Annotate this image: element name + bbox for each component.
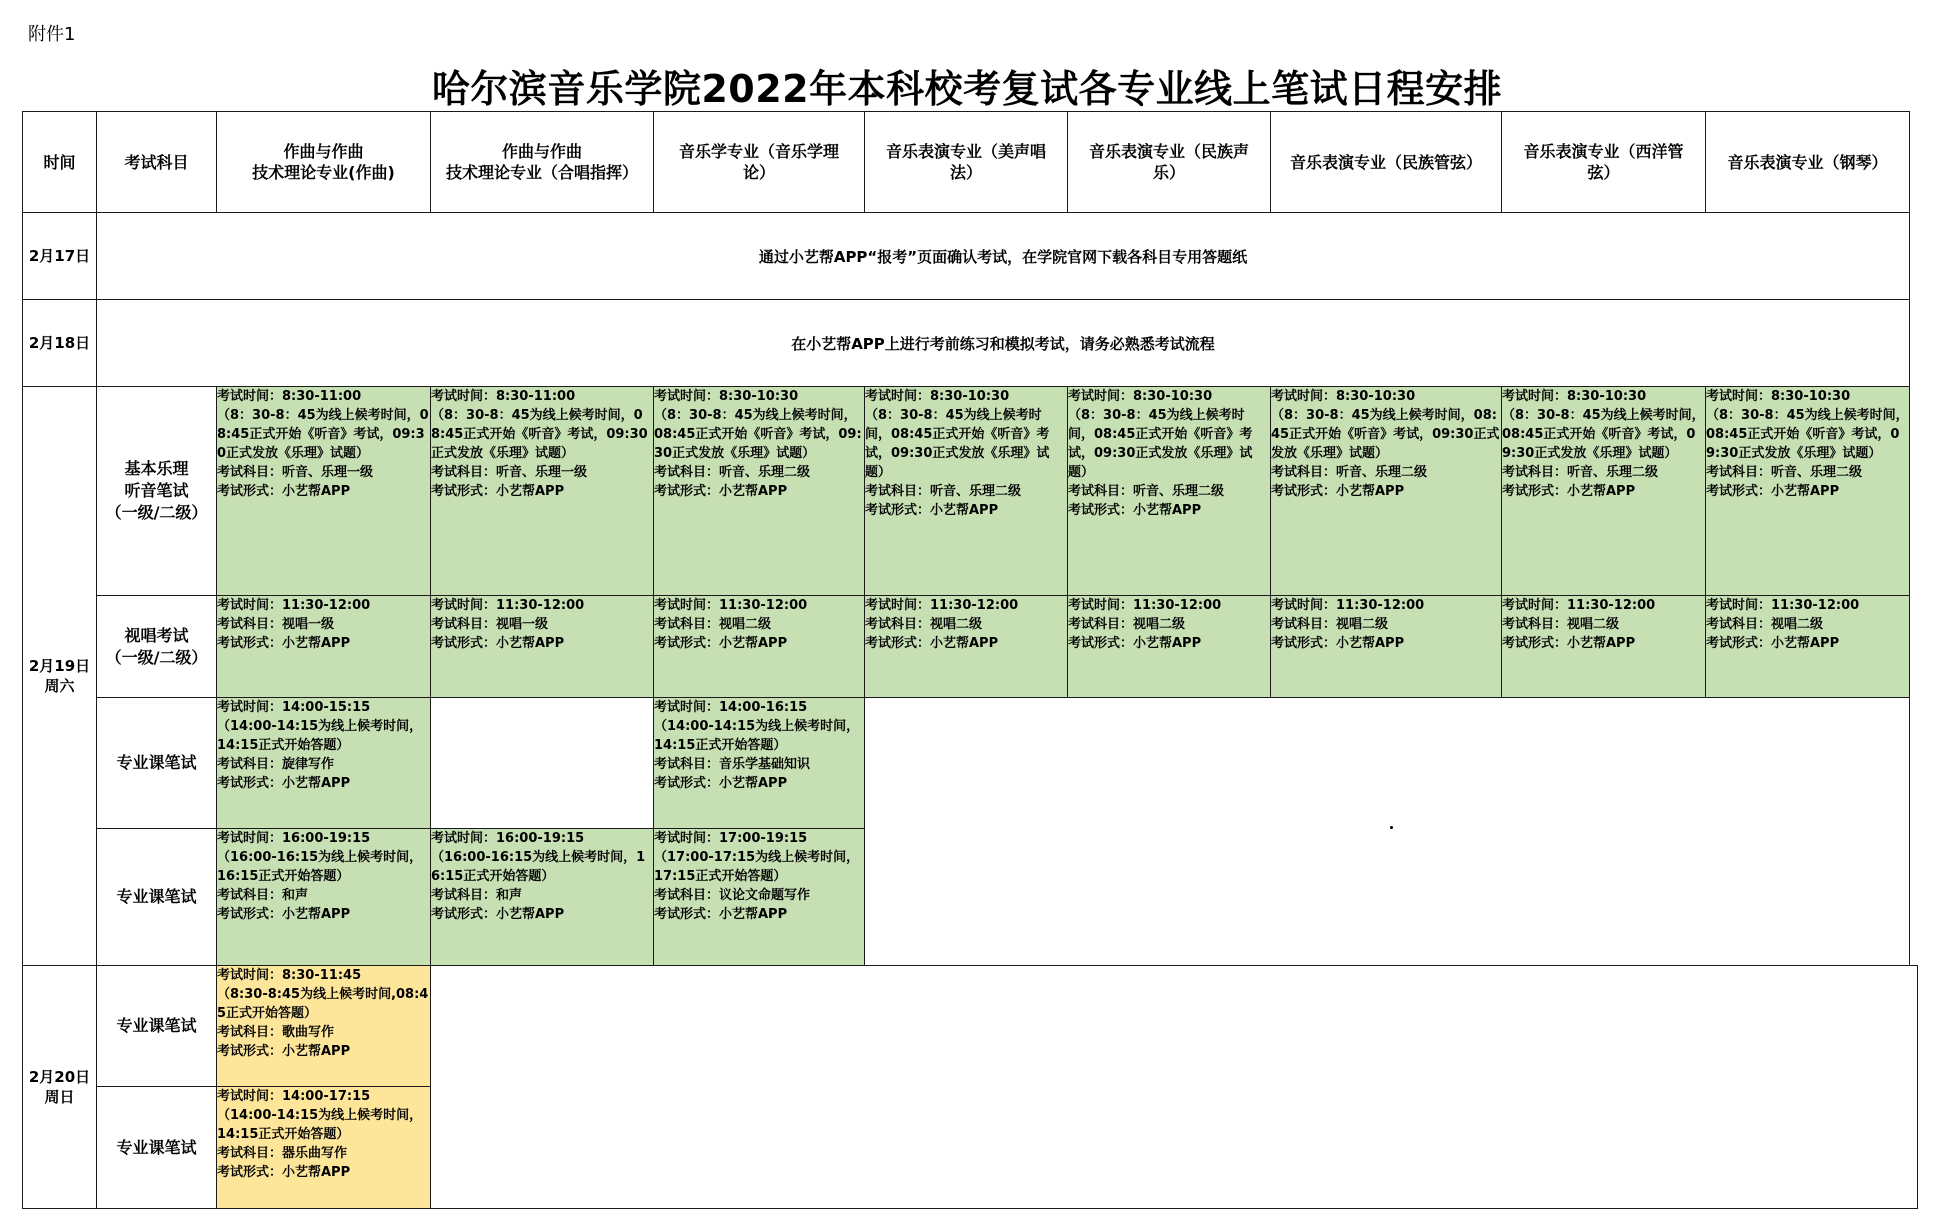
empty-region <box>431 966 1918 1209</box>
header-major-musicology: 音乐学专业（音乐学理 论） <box>654 112 865 213</box>
row-feb17 <box>23 213 1918 300</box>
exam-cell: 考试时间：14:00-16:15 （14:00-14:15为线上候考时间，14:15正式开始答题） 考试科目：音乐学基础知识 考试形式：小艺帮APP <box>654 698 865 829</box>
exam-cell: 考试时间：11:30-12:00 考试科目：视唱二级 考试形式：小艺帮APP <box>1271 596 1502 698</box>
exam-cell: 考试时间：17:00-19:15 （17:00-17:15为线上候考时间，17:15正式开始答题） 考试科目：议论文命题写作 考试形式：小艺帮APP <box>654 829 865 966</box>
row-feb19-theory <box>23 387 1918 596</box>
date-feb18: 2月18日 <box>23 300 97 387</box>
stray-dot <box>1390 826 1393 829</box>
exam-cell: 考试时间：8:30-11:45 （8:30-8:45为线上候考时间,08:45正式开始答题） 考试科目：歌曲写作 考试形式：小艺帮APP <box>217 966 431 1087</box>
date-feb19: 2月19日 周六 <box>23 387 97 966</box>
row-feb19-pro1 <box>23 698 1918 829</box>
header-major-western-orchestral: 音乐表演专业（西洋管 弦） <box>1502 112 1706 213</box>
exam-cell: 考试时间：14:00-17:15 （14:00-14:15为线上候考时间，14:15正式开始答题） 考试科目：器乐曲写作 考试形式：小艺帮APP <box>217 1087 431 1209</box>
exam-cell: 考试时间：11:30-12:00 考试科目：视唱二级 考试形式：小艺帮APP <box>1068 596 1271 698</box>
exam-cell: 考试时间：11:30-12:00 考试科目：视唱一级 考试形式：小艺帮APP <box>217 596 431 698</box>
exam-cell: 考试时间：8:30-11:00 （8：30-8：45为线上候考时间，08:45正式开始《听音》考试，09:30正式发放《乐理》试题） 考试科目：听音、乐理一级 考试形式：小艺帮APP <box>217 387 431 596</box>
date-feb20: 2月20日 周日 <box>23 966 97 1209</box>
row-feb18 <box>23 300 1918 387</box>
subject-professional-written: 专业课笔试 <box>97 829 217 966</box>
exam-cell: 考试时间：8:30-10:30 （8：30-8：45为线上候考时间，08:45正式开始《听音》考试，09:30正式发放《乐理》试题） 考试科目：听音、乐理二级 考试形式：小艺帮APP <box>1502 387 1706 596</box>
exam-cell: 考试时间：11:30-12:00 考试科目：视唱二级 考试形式：小艺帮APP <box>865 596 1068 698</box>
exam-cell: 考试时间：14:00-15:15 （14:00-14:15为线上候考时间，14:15正式开始答题） 考试科目：旋律写作 考试形式：小艺帮APP <box>217 698 431 829</box>
exam-cell: 考试时间：8:30-10:30 （8：30-8：45为线上候考时间，08:45正式开始《听音》考试，09:30正式发放《乐理》试题） 考试科目：听音、乐理二级 考试形式：小艺帮APP <box>1271 387 1502 596</box>
header-time: 时间 <box>23 112 97 213</box>
date-feb17: 2月17日 <box>23 213 97 300</box>
exam-cell: 考试时间：8:30-10:30 （8：30-8：45为线上候考时间，08:45正式开始《听音》考试，09:30正式发放《乐理》试题） 考试科目：听音、乐理二级 考试形式：小艺帮APP <box>654 387 865 596</box>
exam-cell: 考试时间：8:30-10:30 （8：30-8：45为线上候考时间，08:45正式开始《听音》考试，09:30正式发放《乐理》试题） 考试科目：听音、乐理二级 考试形式：小艺帮APP <box>1706 387 1910 596</box>
row-feb19-sight-singing <box>23 596 1918 698</box>
header-major-piano: 音乐表演专业（钢琴） <box>1706 112 1910 213</box>
header-row <box>23 112 1918 213</box>
subject-theory-listening: 基本乐理 听音笔试 （一级/二级） <box>97 387 217 596</box>
exam-cell: 考试时间：11:30-12:00 考试科目：视唱一级 考试形式：小艺帮APP <box>431 596 654 698</box>
header-major-composition: 作曲与作曲 技术理论专业(作曲) <box>217 112 431 213</box>
exam-cell: 考试时间：11:30-12:00 考试科目：视唱二级 考试形式：小艺帮APP <box>1706 596 1910 698</box>
exam-cell: 考试时间：16:00-19:15 （16:00-16:15为线上候考时间，16:15正式开始答题） 考试科目：和声 考试形式：小艺帮APP <box>217 829 431 966</box>
exam-cell: 考试时间：8:30-10:30 （8：30-8：45为线上候考时间，08:45正式开始《听音》考试，09:30正式发放《乐理》试题） 考试科目：听音、乐理二级 考试形式：小艺帮APP <box>1068 387 1271 596</box>
page-title: 哈尔滨音乐学院2022年本科校考复试各专业线上笔试日程安排 <box>431 67 1503 111</box>
subject-professional-written: 专业课笔试 <box>97 1087 217 1209</box>
attachment-label: 附件1 <box>28 24 76 45</box>
subject-professional-written: 专业课笔试 <box>97 966 217 1087</box>
notice-feb18: 在小艺帮APP上进行考前练习和模拟考试，请务必熟悉考试流程 <box>97 300 1910 387</box>
subject-sight-singing: 视唱考试 （一级/二级） <box>97 596 217 698</box>
exam-cell: 考试时间：8:30-11:00 （8：30-8：45为线上候考时间，08:45正式开始《听音》考试，09:30正式发放《乐理》试题） 考试科目：听音、乐理一级 考试形式：小艺帮APP <box>431 387 654 596</box>
subject-professional-written: 专业课笔试 <box>97 698 217 829</box>
exam-cell: 考试时间：16:00-19:15 （16:00-16:15为线上候考时间，16:15正式开始答题） 考试科目：和声 考试形式：小艺帮APP <box>431 829 654 966</box>
header-major-folk-instruments: 音乐表演专业（民族管弦） <box>1271 112 1502 213</box>
header-major-bel-canto: 音乐表演专业（美声唱 法） <box>865 112 1068 213</box>
row-feb20-pro1 <box>23 966 1918 1087</box>
header-subject: 考试科目 <box>97 112 217 213</box>
exam-cell: 考试时间：11:30-12:00 考试科目：视唱二级 考试形式：小艺帮APP <box>1502 596 1706 698</box>
empty-cell <box>431 698 654 829</box>
empty-region <box>865 698 1910 966</box>
header-major-folk-vocal: 音乐表演专业（民族声 乐） <box>1068 112 1271 213</box>
exam-cell: 考试时间：11:30-12:00 考试科目：视唱二级 考试形式：小艺帮APP <box>654 596 865 698</box>
exam-cell: 考试时间：8:30-10:30 （8：30-8：45为线上候考时间，08:45正式开始《听音》考试，09:30正式发放《乐理》试题） 考试科目：听音、乐理二级 考试形式：小艺帮APP <box>865 387 1068 596</box>
notice-feb17: 通过小艺帮APP“报考”页面确认考试，在学院官网下载各科目专用答题纸 <box>97 213 1910 300</box>
schedule-table <box>22 111 1918 1209</box>
header-major-conducting: 作曲与作曲 技术理论专业（合唱指挥） <box>431 112 654 213</box>
